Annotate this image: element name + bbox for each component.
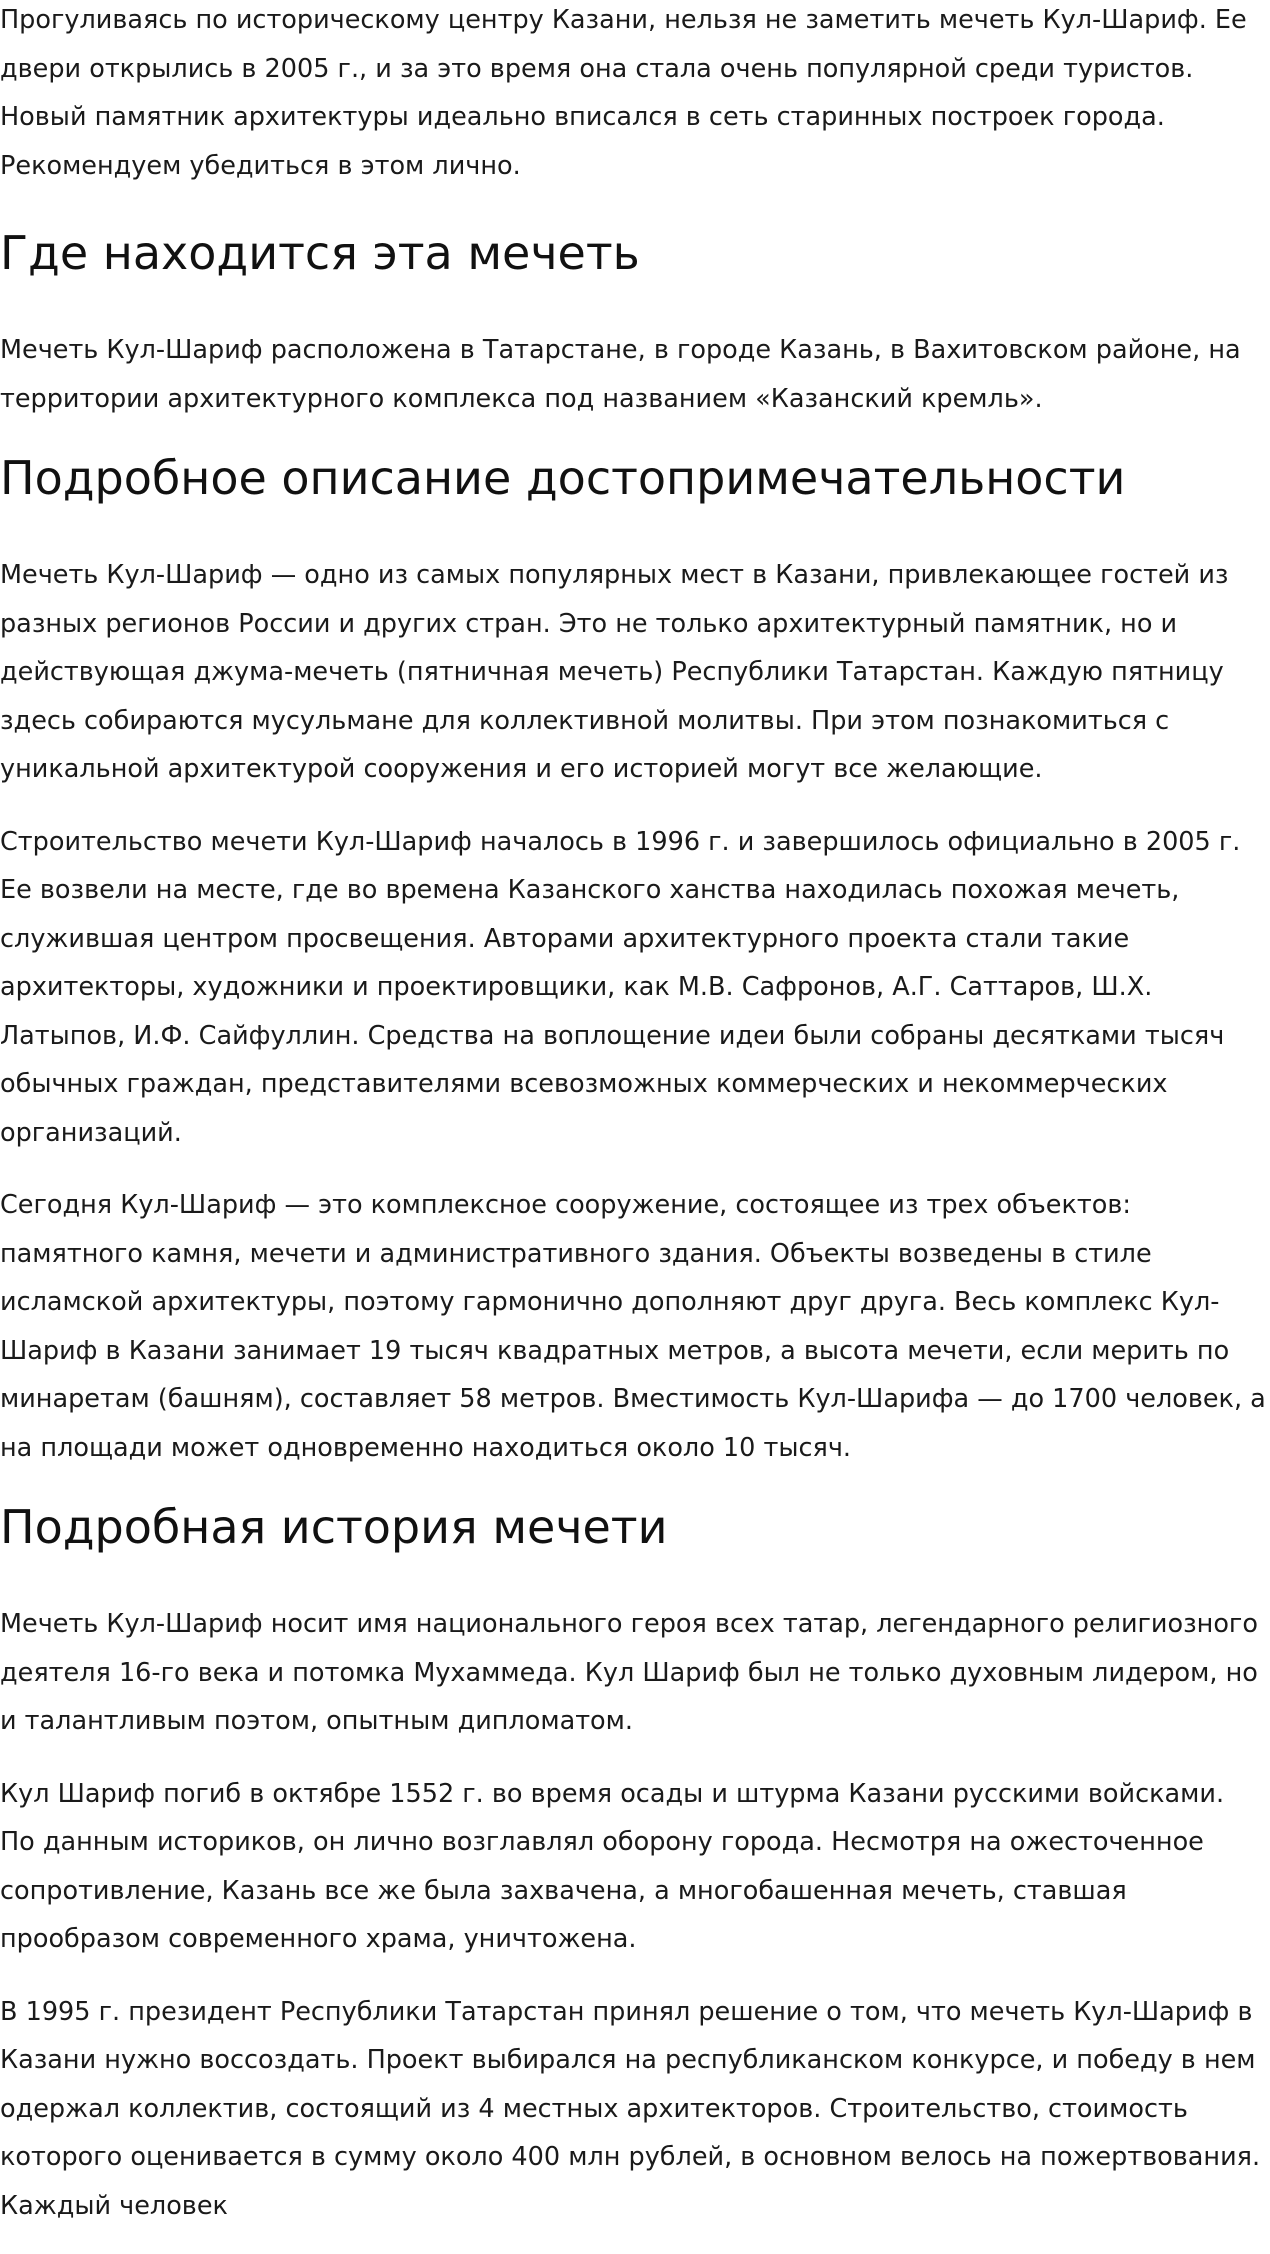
paragraph-history-2: Кул Шариф погиб в октябре 1552 г. во время осады и штурма Казани русскими войсками. По данным историков, он лично возглавлял оборону города. Несмотря на ожесточенное сопротивление, Казань все же была захвачена, а многобашенная мечеть, ставшая прообразом современного храма, уничтожена. (0, 1778, 1225, 1954)
paragraph-history-3: В 1995 г. президент Республики Татарстан принял решение о том, что мечеть Кул-Шариф в Казани нужно воссоздать. Проект выбирался на республиканском конкурсе, и победу в нем одержал коллектив, состоящий из 4 местных архитекторов. Строительство, стоимость которого оценивается в сумму около 400 млн рублей, в основном велось на пожертвования. Каждый человек (0, 1996, 1261, 2221)
section-description (0, 447, 1266, 1472)
section-heading-description: Подробное описание достопримечательности (0, 451, 1126, 505)
section-history (0, 1496, 1266, 2230)
paragraph-description-2: Строительство мечети Кул-Шариф началось в 1996 г. и завершилось официально в 2005 г. Ее возвели на месте, где во времена Казанского ханства находилась похожая мечеть, служившая центром просвещения. Авторами архитектурного проекта стали такие архитекторы, художники и проектировщики, как М.В. Сафронов, А.Г. Саттаров, Ш.Х. Латыпов, И.Ф. Сайфуллин. Средства на воплощение идеи были собраны десятками тысяч обычных граждан, представителями всевозможных коммерческих и некоммерческих организаций. (0, 826, 1241, 1148)
paragraph-history-1: Мечеть Кул-Шариф носит имя национального героя всех татар, легендарного религиозного деятеля 16-го века и потомка Мухаммеда. Кул Шариф был не только духовным лидером, но и талантливым поэтом, опытным дипломатом. (0, 1609, 1258, 1736)
paragraph-description-3: Сегодня Кул-Шариф — это комплексное сооружение, состоящее из трех объектов: памятного камня, мечети и административного здания. Объекты возведены в стиле исламской архитектуры, поэтому гармонично дополняют друг друга. Весь комплекс Кул-Шариф в Казани занимает 19 тысяч квадратных метров, а высота мечети, если мерить по минаретам (башням), составляет 58 метров. Вместимость Кул-Шарифа — до 1700 человек, а на площади может одновременно находиться около 10 тысяч. (0, 1190, 1266, 1463)
paragraph-description-1: Мечеть Кул-Шариф — одно из самых популярных мест в Казани, привлекающее гостей из разных регионов России и других стран. Это не только архитектурный памятник, но и действующая джума-мечеть (пятничная мечеть) Республики Татарстан. Каждую пятницу здесь собираются мусульмане для коллективной молитвы. При этом познакомиться с уникальной архитектурой сооружения и его историей могут все желающие. (0, 560, 1229, 784)
section-heading-location: Где находится эта мечеть (0, 226, 640, 280)
article-intro-paragraph: Прогуливаясь по историческому центру Казани, нельзя не заметить мечеть Кул-Шариф. Ее двери открылись в 2005 г., и за это время она стала очень популярной среди туристов. Новый памятник архитектуры идеально вписался в сеть старинных построек города. Рекомендуем убедиться в этом лично. (0, 5, 1247, 181)
section-heading-history: Подробная история мечети (0, 1500, 668, 1554)
section-location (0, 222, 1266, 423)
paragraph-location: Мечеть Кул-Шариф расположена в Татарстане, в городе Казань, в Вахитовском районе, на территории архитектурного комплекса под названием «Казанский кремль». (0, 335, 1241, 414)
